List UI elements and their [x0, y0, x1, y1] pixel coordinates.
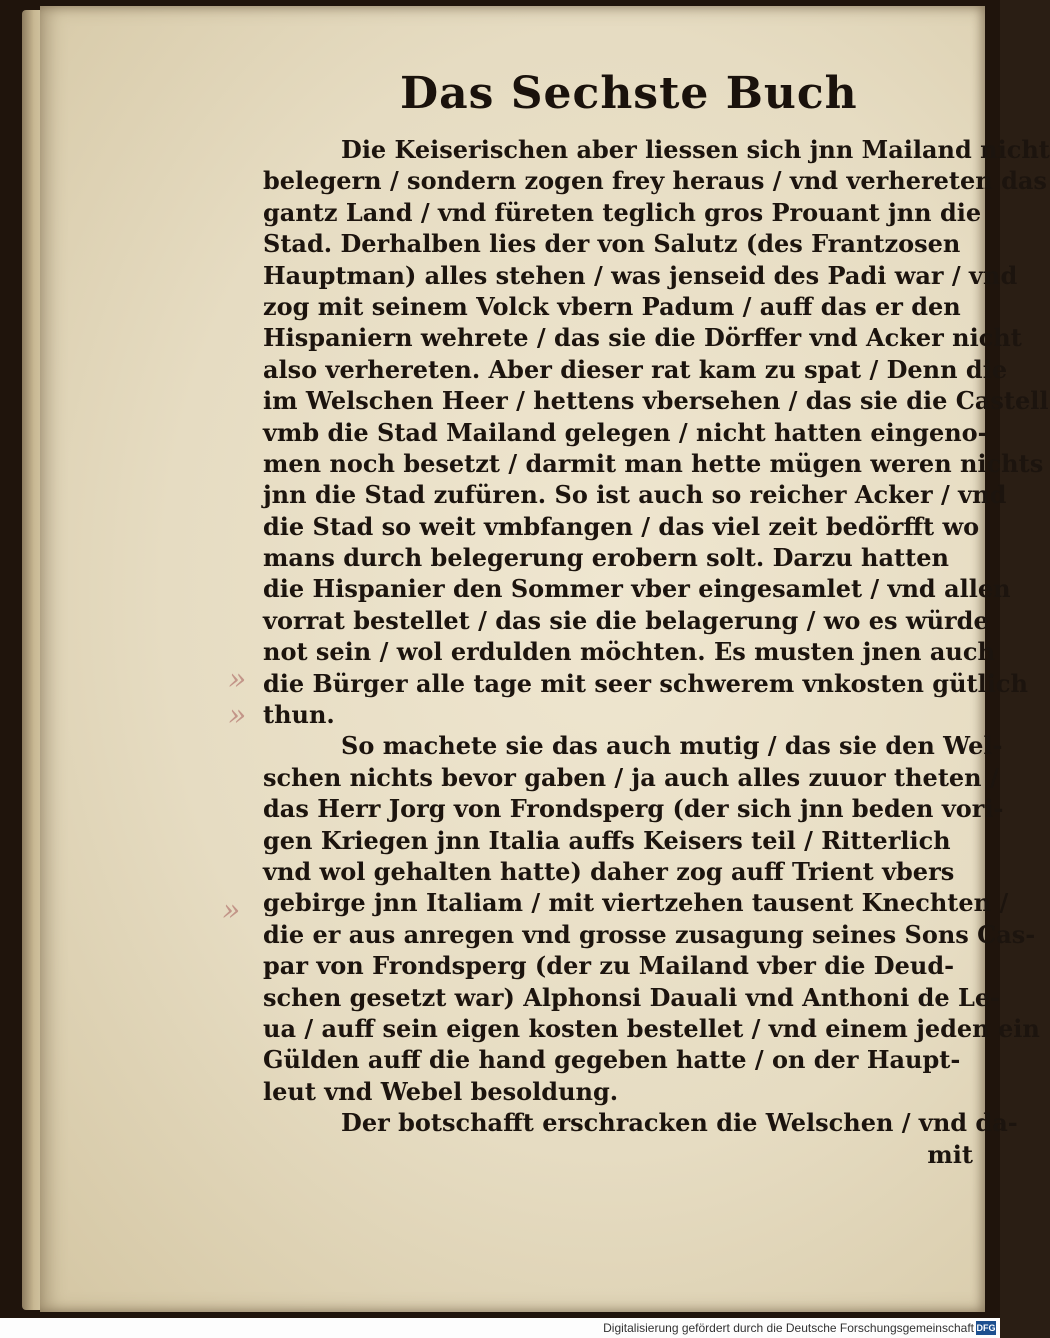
text-line: Der botschafft erschracken die Welschen / vnd da- — [341, 1108, 1018, 1138]
text-line: also verhereten. Aber dieser rat kam zu spat / Denn die — [263, 354, 1008, 384]
text-line: gantz Land / vnd füreten teglich gros Prouant jnn die — [263, 197, 982, 227]
text-line: belegern / sondern zogen frey heraus / vnd verhereten das — [263, 166, 1047, 196]
text-line: schen gesetzt war) Alphonsi Dauali vnd Anthoni de Le- — [263, 982, 1001, 1012]
text-line: im Welschen Heer / hettens vbersehen / das sie die Castell — [263, 386, 1049, 416]
dfg-logo-icon: DFG — [976, 1323, 996, 1333]
text-line: Hispaniern wehrete / das sie die Dörffer vnd Acker nicht — [263, 323, 1022, 353]
text-line: schen nichts bevor gaben / ja auch alles zuuor theten / — [263, 762, 999, 792]
body-text — [263, 134, 1050, 1170]
text-line: die er aus anregen vnd grosse zusagung seines Sons Cas- — [263, 919, 1036, 949]
text-line: die Stad so weit vmbfangen / das viel zeit bedörfft wo — [263, 511, 980, 541]
text-line: Die Keiserischen aber liessen sich jnn Mailand nicht — [341, 135, 1050, 164]
text-line: leut vnd Webel besoldung. — [263, 1076, 619, 1106]
text-line: men noch besetzt / darmit man hette mügen weren nichts — [263, 448, 1044, 478]
text-line: So machete sie das auch mutig / das sie den Wel- — [341, 731, 1003, 761]
text-line: gebirge jnn Italiam / mit viertzehen tausent Knechten / — [263, 888, 1009, 918]
text-line: vorrat bestellet / das sie die belagerung / wo es würde — [263, 605, 989, 635]
text-line: jnn die Stad zufüren. So ist auch so reicher Acker / vnd — [263, 480, 1007, 510]
text-line: vnd wol gehalten hatte) daher zog auff Trient vbers — [263, 856, 955, 886]
text-line: die Hispanier den Sommer vber eingesamlet / vnd allen — [263, 574, 1011, 604]
running-head: Das Sechste Buch — [400, 68, 858, 119]
margin-mark: » — [228, 698, 247, 733]
margin-mark: » — [228, 662, 247, 697]
margin-mark: » — [222, 893, 241, 928]
funding-credit: Digitalisierung gefördert durch die Deutsche Forschungsgemeinschaft — [603, 1321, 974, 1335]
text-line: par von Frondsperg (der zu Mailand vber die Deud- — [263, 951, 955, 981]
text-line: ua / auff sein eigen kosten bestellet / vnd einem jeden ein — [263, 1013, 1040, 1043]
text-line: die Bürger alle tage mit seer schwerem vnkosten gütlich — [263, 668, 1028, 698]
text-line: mans durch belegerung erobern solt. Darzu hatten — [263, 543, 949, 573]
text-line: das Herr Jorg von Frondsperg (der sich jnn beden vori- — [263, 794, 1004, 824]
catchword: mit — [927, 1139, 973, 1169]
text-line: vmb die Stad Mailand gelegen / nicht hatten eingeno- — [263, 417, 988, 447]
text-line: Gülden auff die hand gegeben hatte / on der Haupt- — [263, 1045, 961, 1075]
text-line: not sein / wol erdulden möchten. Es musten jnen auch — [263, 637, 995, 667]
text-line: zog mit seinem Volck vbern Padum / auff das er den — [263, 291, 961, 321]
text-line: gen Kriegen jnn Italia auffs Keisers teil / Ritterlich — [263, 825, 951, 855]
text-line: thun. — [263, 700, 335, 730]
text-line: Hauptman) alles stehen / was jenseid des Padi war / vnd — [263, 260, 1018, 290]
text-line: Stad. Derhalben lies der von Salutz (des Frantzosen — [263, 229, 961, 259]
